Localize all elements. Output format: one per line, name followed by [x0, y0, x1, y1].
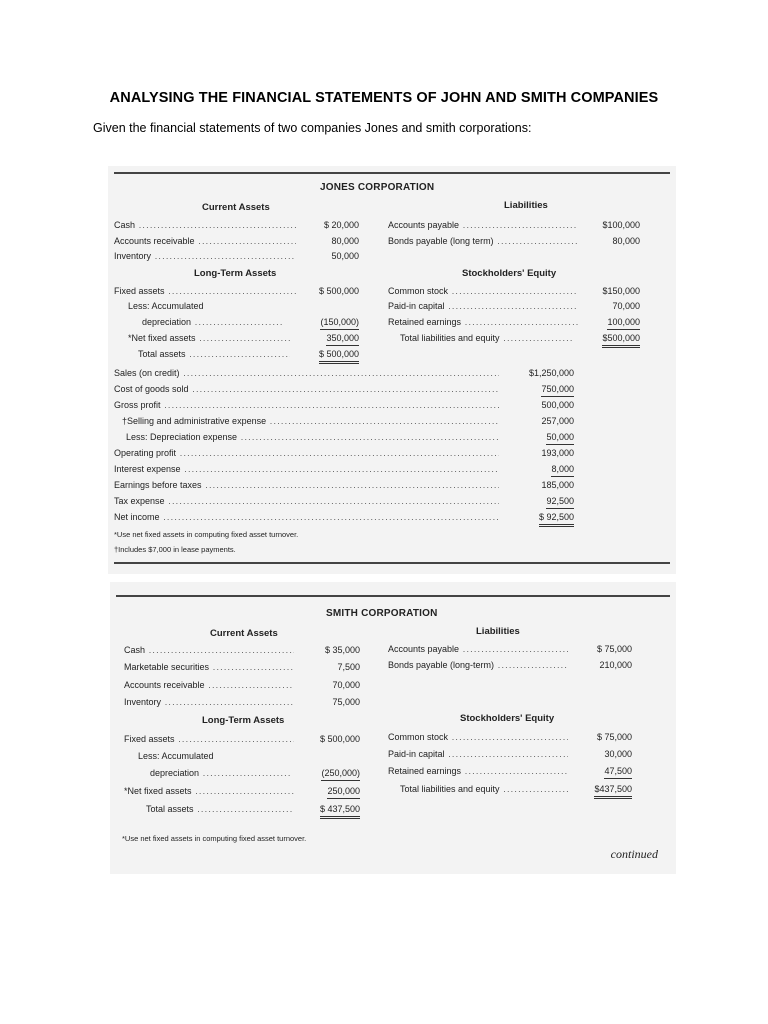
- row-label: Bonds payable (long-term) .....: [388, 658, 568, 672]
- balance-row: [388, 747, 632, 761]
- row-value: 185,000: [541, 480, 574, 490]
- jones-statement-image: [108, 166, 676, 574]
- income-row: [114, 446, 574, 460]
- bottom-rule: [114, 562, 670, 564]
- row-label: Inventory .....: [114, 249, 296, 263]
- row-label: Less: Accumulated: [128, 301, 204, 311]
- balance-row: [124, 678, 360, 692]
- balance-row: [146, 802, 360, 816]
- balance-row: [400, 782, 632, 796]
- row-value: 250,000: [327, 784, 360, 799]
- row-label: Sales (on credit) .....: [114, 366, 499, 380]
- row-label: depreciation .....: [150, 766, 290, 780]
- balance-row: [114, 218, 359, 232]
- income-row: [114, 382, 574, 396]
- row-label: Fixed assets .....: [124, 732, 294, 746]
- current-assets-header: Current Assets: [202, 202, 270, 213]
- row-label: Marketable securities .....: [124, 660, 294, 674]
- row-value: 210,000: [599, 660, 632, 670]
- current-assets-header: Current Assets: [210, 628, 278, 639]
- row-value: 50,000: [546, 430, 574, 445]
- row-value: 92,500: [546, 494, 574, 509]
- income-row: [114, 510, 574, 524]
- income-row: [114, 494, 574, 508]
- footnote: *Use net fixed assets in computing fixed asset turnover.: [114, 530, 299, 539]
- row-label: Earnings before taxes .....: [114, 478, 499, 492]
- row-value: $ 500,000: [319, 734, 360, 744]
- row-value: 8,000: [551, 462, 574, 477]
- row-value: (250,000): [321, 766, 360, 781]
- row-label: Common stock .....: [388, 730, 568, 744]
- row-value: $ 75,000: [596, 644, 632, 654]
- row-value: $437,500: [594, 782, 632, 799]
- long-term-assets-header: Long-Term Assets: [202, 715, 285, 726]
- balance-row: [388, 658, 632, 672]
- row-label: Accounts receivable .....: [114, 234, 296, 248]
- balance-row: [114, 249, 359, 263]
- row-value: $500,000: [602, 331, 640, 348]
- balance-row: [128, 299, 359, 313]
- balance-row: [400, 331, 640, 345]
- income-row: [122, 414, 574, 428]
- row-value: $ 437,500: [320, 802, 360, 819]
- balance-row: [114, 284, 359, 298]
- row-label: Accounts receivable .....: [124, 678, 294, 692]
- balance-row: [114, 234, 359, 248]
- intro-text: Given the financial statements of two companies Jones and smith corporations:: [93, 121, 532, 135]
- row-value: $100,000: [602, 220, 640, 230]
- corporation-title: JONES CORPORATION: [320, 182, 435, 193]
- smith-statement-image: [110, 582, 676, 874]
- balance-row: [388, 764, 632, 778]
- row-label: Total liabilities and equity .....: [400, 782, 568, 796]
- row-label: Total assets .....: [138, 347, 290, 361]
- row-value: $1,250,000: [528, 368, 574, 378]
- row-value: 70,000: [332, 680, 360, 690]
- row-value: 70,000: [612, 301, 640, 311]
- row-label: Accounts payable .....: [388, 642, 568, 656]
- income-row: [114, 478, 574, 492]
- continued-label: continued: [610, 847, 658, 861]
- equity-header: Stockholders' Equity: [462, 268, 557, 279]
- row-value: $ 500,000: [319, 347, 359, 364]
- income-row: [114, 398, 574, 412]
- row-label: Accounts payable .....: [388, 218, 578, 232]
- balance-row: [388, 315, 640, 329]
- row-value: $ 20,000: [323, 220, 359, 230]
- row-label: Paid-in capital .....: [388, 299, 578, 313]
- row-label: Total liabilities and equity .....: [400, 331, 572, 345]
- balance-row: [388, 730, 632, 744]
- row-value: 7,500: [337, 662, 360, 672]
- income-row: [114, 366, 574, 380]
- document-title: ANALYSING THE FINANCIAL STATEMENTS OF JOHN AND SMITH COMPANIES: [109, 90, 659, 106]
- income-row: [126, 430, 574, 444]
- row-label: Cash .....: [114, 218, 296, 232]
- row-label: Total assets .....: [146, 802, 294, 816]
- balance-row: [138, 749, 360, 763]
- row-label: Gross profit .....: [114, 398, 499, 412]
- long-term-assets-header: Long-Term Assets: [194, 268, 277, 279]
- equity-header: Stockholders' Equity: [460, 713, 555, 724]
- footnote: *Use net fixed assets in computing fixed asset turnover.: [122, 834, 307, 843]
- row-label: Paid-in capital .....: [388, 747, 568, 761]
- top-rule: [114, 172, 670, 174]
- row-label: depreciation .....: [142, 315, 284, 329]
- row-label: Interest expense .....: [114, 462, 499, 476]
- row-value: $ 35,000: [324, 645, 360, 655]
- row-value: 500,000: [541, 400, 574, 410]
- balance-row: [124, 660, 360, 674]
- row-value: 80,000: [612, 236, 640, 246]
- row-label: *Net fixed assets .....: [124, 784, 294, 798]
- balance-row: [124, 695, 360, 709]
- top-rule: [116, 595, 670, 597]
- row-value: 100,000: [607, 315, 640, 330]
- row-value: (150,000): [320, 315, 359, 330]
- row-value: $ 500,000: [318, 286, 359, 296]
- balance-row: [388, 234, 640, 248]
- row-value: 350,000: [326, 331, 359, 346]
- balance-row: [124, 784, 360, 798]
- row-value: 80,000: [331, 236, 359, 246]
- row-label: Tax expense .....: [114, 494, 499, 508]
- row-value: 30,000: [604, 749, 632, 759]
- row-value: 50,000: [331, 251, 359, 261]
- balance-row: [124, 643, 360, 657]
- row-value: $ 92,500: [539, 510, 574, 527]
- row-label: Inventory .....: [124, 695, 294, 709]
- balance-row: [138, 347, 359, 361]
- balance-row: [388, 642, 632, 656]
- row-value: 193,000: [541, 448, 574, 458]
- row-value: $150,000: [602, 286, 640, 296]
- row-value: $ 75,000: [596, 732, 632, 742]
- liabilities-header: Liabilities: [504, 200, 548, 211]
- row-label: †Selling and administrative expense .....: [122, 414, 499, 428]
- balance-row: [128, 331, 359, 345]
- balance-row: [388, 218, 640, 232]
- row-label: Cost of goods sold .....: [114, 382, 499, 396]
- row-label: Less: Depreciation expense .....: [126, 430, 499, 444]
- balance-row: [388, 284, 640, 298]
- row-value: 75,000: [332, 697, 360, 707]
- balance-row: [150, 766, 360, 780]
- balance-row: [124, 732, 360, 746]
- income-row: [114, 462, 574, 476]
- balance-row: [142, 315, 359, 329]
- row-label: Bonds payable (long term) .....: [388, 234, 578, 248]
- row-label: Cash .....: [124, 643, 294, 657]
- row-label: Retained earnings .....: [388, 764, 568, 778]
- row-label: Less: Accumulated: [138, 751, 214, 761]
- row-value: 750,000: [541, 382, 574, 397]
- row-label: Operating profit .....: [114, 446, 499, 460]
- row-label: *Net fixed assets .....: [128, 331, 290, 345]
- corporation-title: SMITH CORPORATION: [326, 608, 438, 619]
- row-label: Retained earnings .....: [388, 315, 578, 329]
- liabilities-header: Liabilities: [476, 626, 520, 637]
- balance-row: [388, 299, 640, 313]
- row-label: Fixed assets .....: [114, 284, 296, 298]
- row-label: Net income .....: [114, 510, 499, 524]
- row-label: Common stock .....: [388, 284, 578, 298]
- row-value: 47,500: [604, 764, 632, 779]
- row-value: 257,000: [541, 416, 574, 426]
- footnote: †Includes $7,000 in lease payments.: [114, 545, 236, 554]
